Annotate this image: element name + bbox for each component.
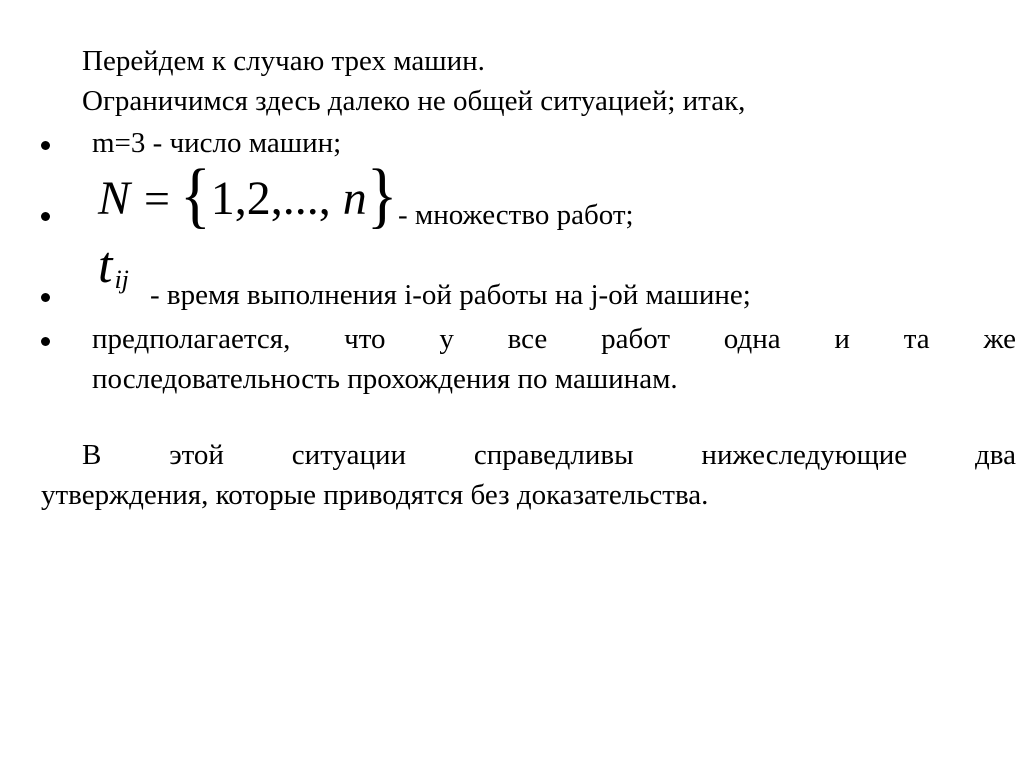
formula-close-brace: }	[366, 153, 398, 236]
formula-subscript-ij: ij	[114, 265, 129, 294]
word: и	[834, 323, 850, 355]
conclusion-line-2: утверждения, которые приводятся без доказательства.	[41, 479, 709, 511]
bullet-dot-3	[41, 293, 50, 302]
word: В	[82, 439, 102, 471]
formula-last-element: n	[342, 172, 367, 225]
formula-set-elements: 1,2,...,	[210, 172, 343, 225]
formula-equals: =	[144, 173, 170, 224]
word: же	[983, 323, 1016, 355]
word: ситуации	[291, 439, 407, 471]
word: предполагается,	[92, 323, 291, 355]
conclusion-line-1	[82, 438, 1016, 472]
bullet-text-job-set: - множество работ;	[398, 199, 634, 231]
bullet-dot-1	[41, 141, 50, 150]
bullet-text-machines: m=3 - число машин;	[92, 127, 342, 159]
word: та	[903, 323, 930, 355]
word: этой	[169, 439, 224, 471]
bullet-text-same-order-line-2: последовательность прохождения по машинам.	[92, 363, 678, 395]
formula-open-brace: {	[179, 153, 211, 236]
word: одна	[723, 323, 781, 355]
formula-job-set	[98, 153, 398, 236]
bullet-dot-4	[41, 337, 50, 346]
intro-line-1: Перейдем к случаю трех машин.	[82, 45, 485, 77]
bullet-text-processing-time: - время выполнения i-ой работы на j-ой машине;	[150, 279, 751, 311]
word: справедливы	[473, 439, 634, 471]
bullet-dot-2	[41, 212, 50, 221]
formula-symbol-t: t	[98, 237, 113, 294]
word: нижеследующие	[701, 439, 908, 471]
word: два	[975, 439, 1016, 471]
formula-symbol-n-set: N	[98, 172, 131, 225]
word: все	[507, 323, 548, 355]
word: работ	[601, 323, 670, 355]
bullet-text-same-order-line-1	[92, 322, 1016, 356]
word: что	[344, 323, 386, 355]
formula-processing-time	[98, 236, 127, 295]
intro-line-2: Ограничимся здесь далеко не общей ситуацией; итак,	[82, 85, 746, 117]
word: у	[439, 323, 454, 355]
